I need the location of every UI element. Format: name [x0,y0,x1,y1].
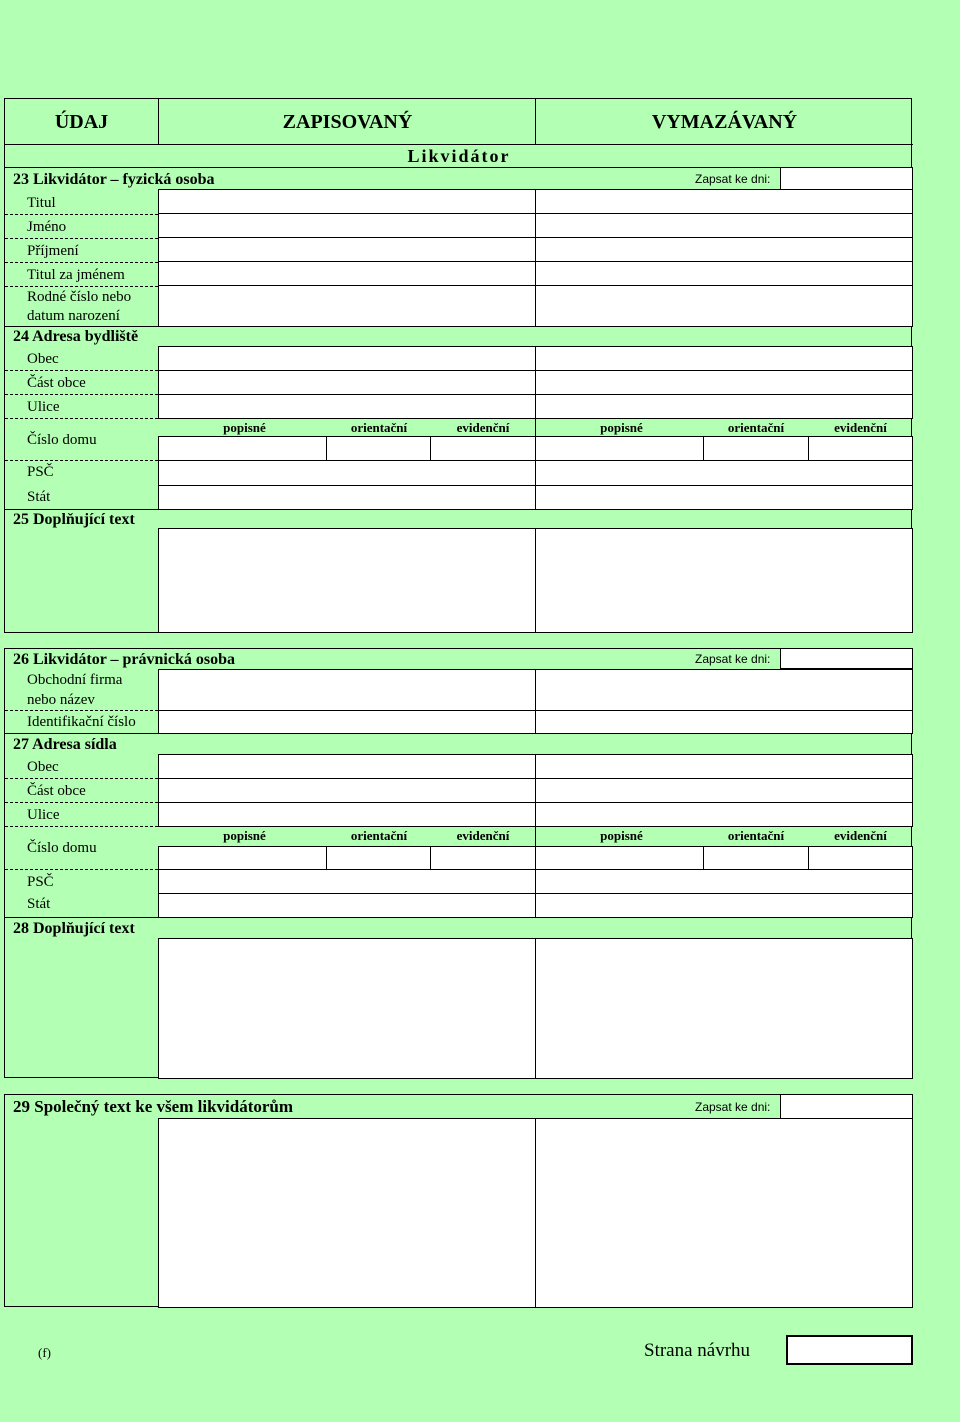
zapisovany-psc-input[interactable] [158,869,536,894]
field-label-cislo-domu: Číslo domu [27,432,97,448]
form-mark: (f) [38,1345,51,1360]
field-label-prijmeni: Příjmení [27,243,79,259]
zapisovany-cislo-evidencni-input[interactable] [430,436,536,461]
vymazavany-ico-input[interactable] [535,710,913,734]
vymazavany-jmeno-input[interactable] [535,213,913,238]
number-col-popisne: popisné [223,828,266,843]
zapisovany-prijmeni-input[interactable] [158,237,536,262]
vymazavany-cislo-orientacni-input[interactable] [703,846,809,870]
number-col-popisne: popisné [600,420,643,435]
vymazavany-prijmeni-input[interactable] [535,237,913,262]
field-label-titul: Titul [27,195,56,211]
field-label-obec: Obec [27,759,59,775]
zapisovany-stat-input[interactable] [158,485,536,510]
vymazavany-doplnujici-text-area[interactable] [535,938,913,1079]
field-label-datum-narozeni: datum narození [27,308,120,324]
liquidator-company-block [4,648,912,1078]
vymazavany-stat-input[interactable] [535,893,913,918]
vymazavany-rodne-cislo-input[interactable] [535,285,913,327]
zapisovany-ico-input[interactable] [158,710,536,734]
zapisovany-spolecny-text-area[interactable] [158,1118,536,1308]
zapisovany-cislo-popisne-input[interactable] [158,846,327,870]
field-label-nebo-nazev: nebo název [27,692,95,708]
number-col-orientacni: orientační [350,420,408,435]
vymazavany-cislo-popisne-input[interactable] [535,846,704,870]
field-label-stat: Stát [27,489,51,505]
column-header-udaj: ÚDAJ [54,111,109,133]
section-25-title: 25 Doplňující text [13,511,135,528]
zapsat-ke-dni-field-29[interactable] [780,1094,913,1119]
number-col-orientacni: orientační [727,420,785,435]
zapisovany-obec-input[interactable] [158,346,536,371]
field-label-jmeno: Jméno [27,219,67,235]
field-label-ulice: Ulice [27,399,60,415]
vymazavany-ulice-input[interactable] [535,802,913,827]
zapisovany-titul-za-jmenem-input[interactable] [158,261,536,286]
field-label-identifikacni-cislo: Identifikační číslo [27,714,136,730]
zapisovany-jmeno-input[interactable] [158,213,536,238]
zapisovany-obec-input[interactable] [158,754,536,779]
number-col-evidencni: evidenční [456,420,510,435]
zapisovany-ke-dni-label: Zapsat ke dni: [695,652,771,666]
field-label-psc: PSČ [27,464,54,480]
number-col-popisne: popisné [600,828,643,843]
vymazavany-doplnujici-text-area[interactable] [535,528,913,633]
section-24-title: 24 Adresa bydliště [13,328,139,345]
zapisovany-doplnujici-text-area[interactable] [158,938,536,1079]
vymazavany-obec-input[interactable] [535,346,913,371]
column-header-vymazavany: VYMAZÁVANÝ [651,111,798,133]
vymazavany-obec-input[interactable] [535,754,913,779]
field-label-cast-obce: Část obce [27,783,86,799]
vymazavany-psc-input[interactable] [535,869,913,894]
vymazavany-cislo-popisne-input[interactable] [535,436,704,461]
common-text-block [4,1094,912,1307]
field-label-titul-za-jmenem: Titul za jménem [27,267,125,283]
field-label-psc: PSČ [27,874,54,890]
vymazavany-obchodni-firma-input[interactable] [535,669,913,711]
section-28-title: 28 Doplňující text [13,920,135,937]
vymazavany-titul-input[interactable] [535,189,913,214]
zapisovany-cast-obce-input[interactable] [158,370,536,395]
section-27-title: 27 Adresa sídla [13,736,117,753]
field-label-stat: Stát [27,896,51,912]
field-label-ulice: Ulice [27,807,60,823]
zapsat-ke-dni-field-26[interactable] [780,648,913,669]
vymazavany-cislo-orientacni-input[interactable] [703,436,809,461]
section-23-title: 23 Likvidátor – fyzická osoba [13,171,215,188]
zapisovany-ulice-input[interactable] [158,802,536,827]
zapisovany-cislo-orientacni-input[interactable] [326,846,431,870]
number-col-orientacni: orientační [727,828,785,843]
number-col-evidencni: evidenční [834,828,887,843]
number-col-evidencni: evidenční [834,420,887,435]
zapisovany-cislo-evidencni-input[interactable] [430,846,536,870]
zapisovany-cislo-orientacni-input[interactable] [326,436,431,461]
zapisovany-rodne-cislo-input[interactable] [158,285,536,327]
field-label-cislo-domu: Číslo domu [27,840,97,856]
zapsat-ke-dni-label: Zapsat ke dni: [695,172,771,186]
vymazavany-cast-obce-input[interactable] [535,778,913,803]
zapisovany-titul-input[interactable] [158,189,536,214]
field-label-obchodni-firma: Obchodní firma [27,672,123,688]
page-number-field[interactable] [786,1335,913,1365]
vymazavany-ulice-input[interactable] [535,394,913,419]
number-col-popisne: popisné [223,420,266,435]
subtitle-likvidator: Likvidátor [407,146,511,166]
vymazavany-spolecny-text-area[interactable] [535,1118,913,1308]
number-col-orientacni: orientační [350,828,408,843]
vymazavany-psc-input[interactable] [535,460,913,486]
vymazavany-titul-za-jmenem-input[interactable] [535,261,913,286]
section-26-title: 26 Likvidátor – právnická osoba [13,651,235,668]
vymazavany-cislo-evidencni-input[interactable] [808,846,913,870]
section-29-title: 29 Společný text ke všem likvidátorům [13,1097,294,1116]
zapisovany-stat-input[interactable] [158,893,536,918]
vymazavany-cast-obce-input[interactable] [535,370,913,395]
zapsat-ke-dni-field-23[interactable] [780,167,913,190]
field-label-cast-obce: Část obce [27,375,86,391]
zapisovany-obchodni-firma-input[interactable] [158,669,536,711]
zapisovany-cislo-popisne-input[interactable] [158,436,327,461]
zapisovany-ulice-input[interactable] [158,394,536,419]
column-header-zapisovany: ZAPISOVANÝ [282,111,413,133]
vymazavany-stat-input[interactable] [535,485,913,510]
vymazavany-cislo-evidencni-input[interactable] [808,436,913,461]
zapisovany-cast-obce-input[interactable] [158,778,536,803]
zapsat-ke-dni-label: Zapsat ke dni: [695,1100,771,1114]
field-label-rodne-cislo: Rodné číslo nebo [27,289,132,305]
zapisovany-doplnujici-text-area[interactable] [158,528,536,633]
page-number-label: Strana návrhu [644,1340,751,1361]
liquidator-person-block [4,98,912,633]
field-label-obec: Obec [27,351,59,367]
number-col-evidencni: evidenční [456,828,510,843]
zapisovany-psc-input[interactable] [158,460,536,486]
